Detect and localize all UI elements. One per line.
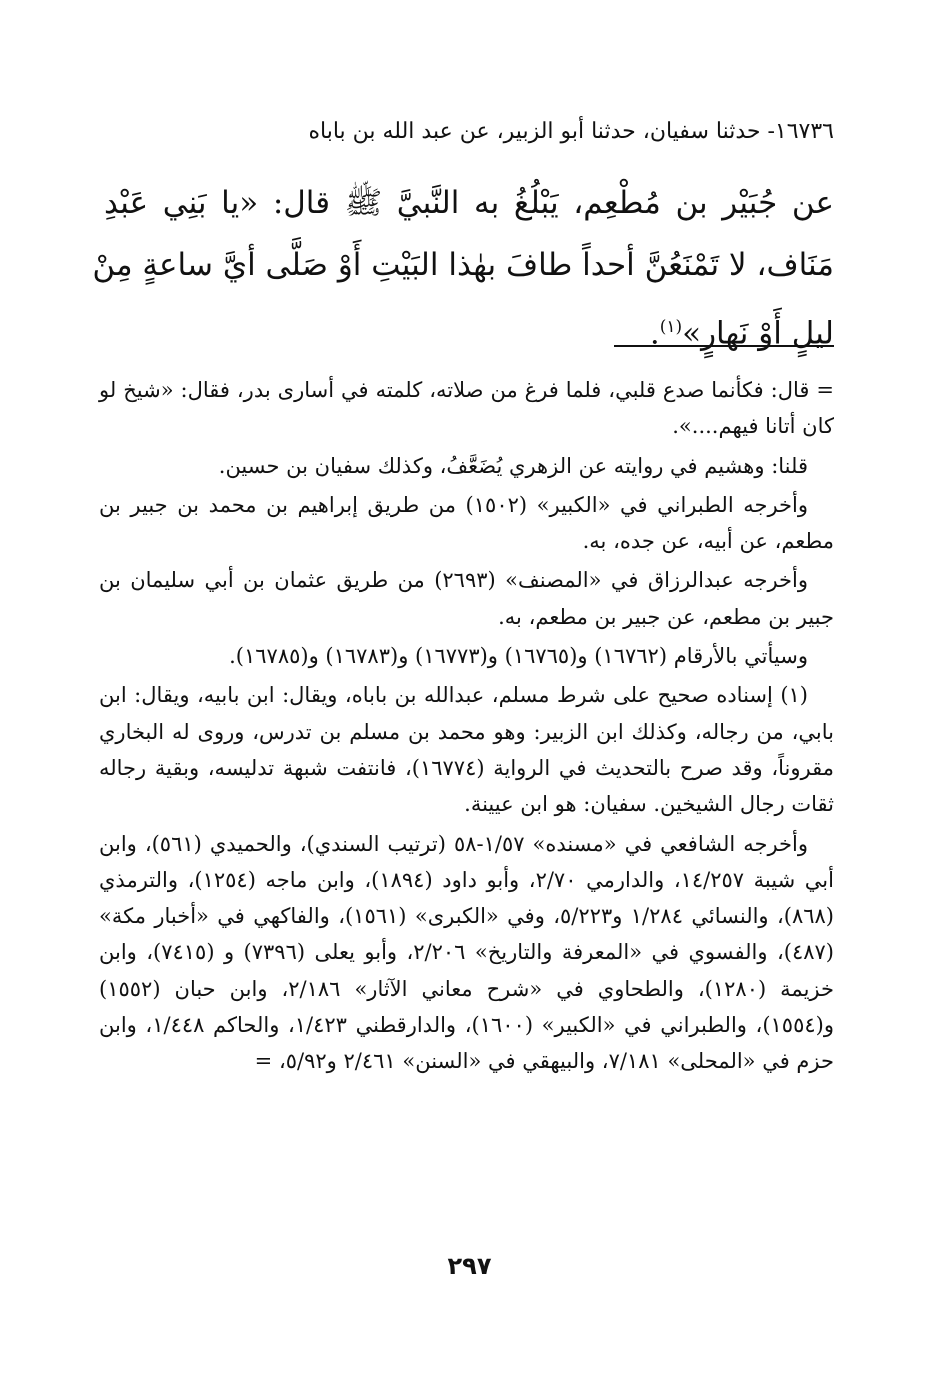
note-abdurrazzaq: وأخرجه عبدالرزاق في «المصنف» (٢٦٩٣) من طريق عثمان بن أبي سليمان بن جبير بن مطعم، عن جبير بن مطعم، به. (99, 568, 834, 629)
note-cross-references: وسيأتي بالأرقام (١٦٧٦٢) و(١٦٧٦٥) و(١٦٧٧٣) و(١٦٧٨٣) و(١٦٧٨٥). (229, 644, 808, 669)
note-continuation: = قال: فكأنما صدع قلبي، فلما فرغ من صلاته، كلمته في أسارى بدر، فقال: «شيخ لو كان أتانا فيهم....». (99, 378, 834, 439)
footnote-1-takhrij: وأخرجه الشافعي في «مسنده» ١/٥٧-٥٨ (ترتيب السندي)، والحميدي (٥٦١)، وابن أبي شيبة ١٤/٢٥٧، والدارمي ٢/٧٠، وأبو داود (١٨٩٤)، وابن ماجه (١٢٥٤)، والترمذي (٨٦٨)، والنسائي ١/٢٨٤ و٥/٢٢٣، وفي «الكبرى» (١٥٦١)، والفاكهي في «أخبار مكة» (٤٨٧)، والفسوي في «المعرفة والتاريخ» ٢/٢٠٦، وأبو يعلى (٧٣٩٦) و (٧٤١٥)، وابن خزيمة (١٢٨٠)، والطحاوي في «شرح معاني الآثار» ٢/١٨٦، وابن حبان (١٥٥٢) و(١٥٥٤)، والطبراني في «الكبير» (١٦٠٠)، والدارقطني ١/٤٢٣، والحاكم ١/٤٤٨، وابن حزم في «المحلى» ٧/١٨١، والبيهقي في «السنن» ٢/٤٦١ و٥/٩٢، = (99, 831, 834, 1074)
page-number: ٢٩٧ (447, 1252, 492, 1280)
hadith-line-3-text: ليلٍ أَوْ نَهارٍ» (682, 315, 834, 352)
footnote-reference: (١) (659, 317, 683, 337)
hadith-line-1: عن جُبَيْر بن مُطْعِم، يَبْلُغُ به النَّبيَّ ﷺ قال: «يا بَنِي عَبْدِ (104, 185, 834, 221)
hadith-end-punctuation: . (649, 315, 660, 352)
hadith-header: ١٦٧٣٦- حدثنا سفيان، حدثنا أبو الزبير، عن عبد الله بن باباه (308, 119, 834, 144)
note-tabarani: وأخرجه الطبراني في «الكبير» (١٥٠٢) من طريق إبراهيم بن محمد بن جبير بن مطعم، عن أبيه، عن جده، به. (99, 492, 834, 554)
hadith-line-3 (104, 296, 834, 364)
hadith-line-2: مَنَاف، لا تَمْنَعُنَّ أحداً طافَ بهٰذا البَيْتِ أَوْ صَلَّى أيَّ ساعةٍ مِنْ (92, 247, 834, 283)
note-hushaym: قلنا: وهشيم في روايته عن الزهري يُضَعَّفُ، وكذلك سفيان بن حسين. (218, 453, 808, 478)
footnote-separator (614, 345, 834, 347)
footnotes (99, 372, 834, 1083)
footnote-1-isnad: (١) إسناده صحيح على شرط مسلم، عبدالله بن باباه، ويقال: ابن بابيه، ويقال: ابن بابي، من رجاله، وكذلك ابن الزبير: وهو محمد بن مسلم بن تدرس، وروى له البخاري مقروناً، وقد صرح بالتحديث في الرواية (١٦٧٧٤)، فانتفت شبهة تدليسه، وبقية رجاله ثقات رجال الشيخين. سفيان: هو ابن عيينة. (99, 683, 834, 817)
hadith-text (92, 172, 834, 364)
